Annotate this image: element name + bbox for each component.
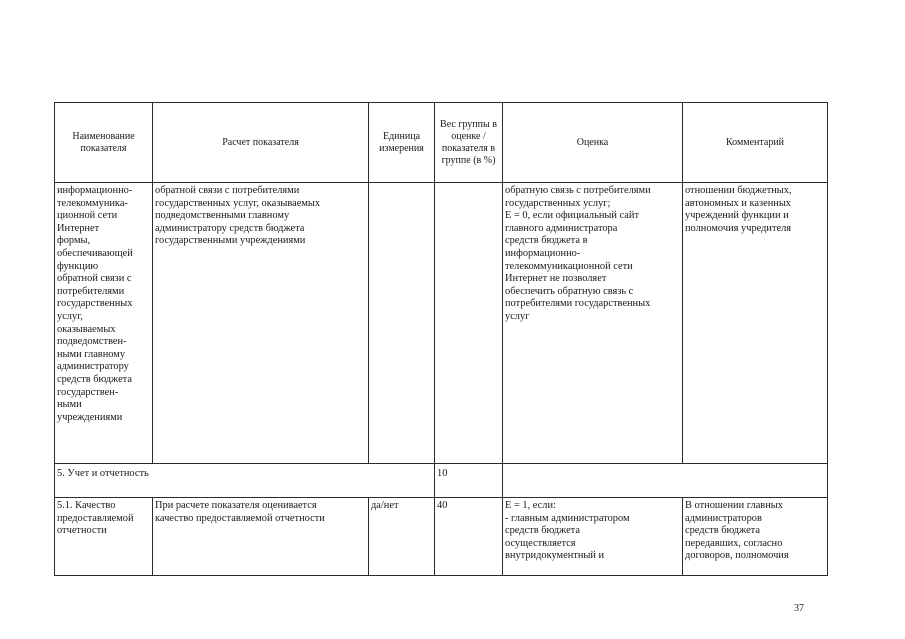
- cell-comment: [683, 183, 828, 464]
- header-evaluation: Оценка: [503, 103, 683, 183]
- cell-comment-text: отношении бюджетных, автономных и казенных учреждений функции и полномочия учредителя: [685, 185, 792, 234]
- table-row: [55, 498, 828, 576]
- cell-evaluation: [503, 183, 683, 464]
- cell-name-text: информационно- телекоммуника- ционной сети Интернет формы, обеспечивающей функцию обратной связи с потребителями государственных услуг, оказываемых подведомствен- ными главному администратору средств бюджета государствен- ными учреждениями: [57, 185, 133, 423]
- cell-evaluation: [503, 498, 683, 576]
- header-indicator-name: Наименование показателя: [55, 103, 153, 183]
- cell-calculation: [153, 183, 369, 464]
- table-row: [55, 183, 828, 464]
- cell-unit-text: да/нет: [371, 500, 399, 511]
- cell-calculation-text: При расчете показателя оценивается качество предоставляемой отчетности: [155, 500, 325, 524]
- cell-evaluation-text: Е = 1, если: - главным администратором средств бюджета осуществляется внутридокументный и: [505, 500, 630, 562]
- header-weight: Вес группы в оценке / показателя в группе (в %): [435, 103, 503, 183]
- section-empty: [503, 464, 828, 498]
- section-weight-text: 10: [437, 468, 448, 479]
- cell-comment-text: В отношении главных администраторов средств бюджета передавших, согласно договоров, полномочия: [685, 500, 789, 562]
- table-header-row: [55, 103, 828, 183]
- header-calculation: Расчет показателя: [153, 103, 369, 183]
- header-unit: Единица измерения: [369, 103, 435, 183]
- cell-calculation-text: обратной связи с потребителями государственных услуг, оказываемых подведомственными главному администратору средств бюджета государственными учреждениями: [155, 185, 321, 247]
- section-title-text: 5. Учет и отчетность: [57, 468, 149, 479]
- cell-weight: [435, 498, 503, 576]
- cell-unit: [369, 183, 435, 464]
- section-weight: [435, 464, 503, 498]
- cell-comment: [683, 498, 828, 576]
- cell-weight-text: 40: [437, 500, 448, 511]
- indicators-table: [54, 102, 828, 576]
- cell-name: [55, 498, 153, 576]
- cell-name-text: 5.1. Качество предоставляемой отчетности: [57, 500, 134, 537]
- cell-calculation: [153, 498, 369, 576]
- page-number: 37: [794, 603, 804, 614]
- cell-unit: [369, 498, 435, 576]
- cell-evaluation-text: обратную связь с потребителями государственных услуг; Е = 0, если официальный сайт главного администратора средств бюджета в информационно- телекоммуникационной сети Интернет не позволяет обеспечить обратную связь с потребителями государственных услуг: [505, 185, 651, 322]
- header-comment: Комментарий: [683, 103, 828, 183]
- section-row: [55, 464, 828, 498]
- section-title: [55, 464, 435, 498]
- cell-name: [55, 183, 153, 464]
- cell-weight: [435, 183, 503, 464]
